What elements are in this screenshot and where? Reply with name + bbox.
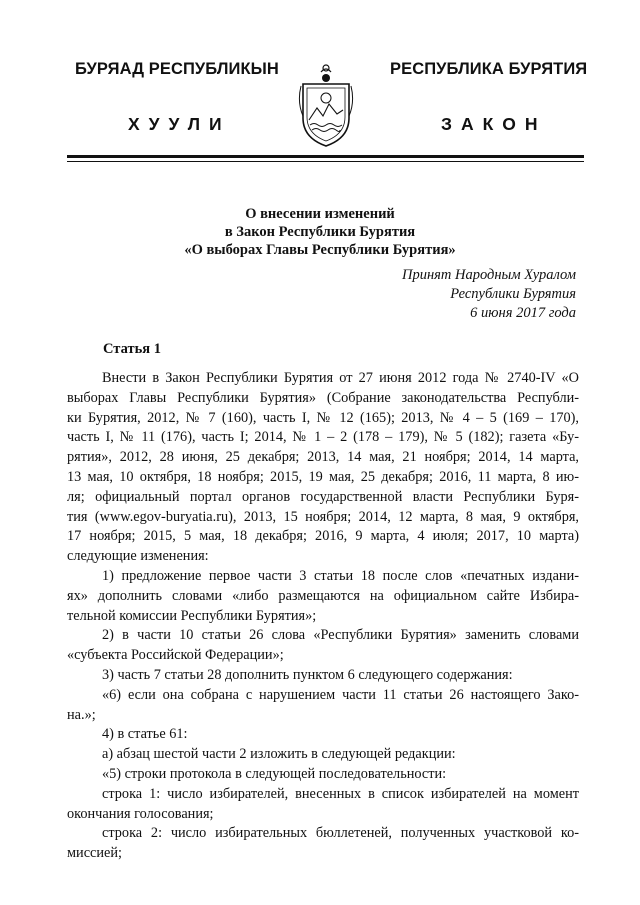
body-line: строка 2: число избирательных бюллетеней, полученных участковой ко- [102,825,579,842]
adoption-note-line: Республики Бурятия [450,286,576,302]
body-line: 1) предложение первое части 3 статьи 18 после слов «печатных издани- [102,567,579,584]
body-line: «5) строки протокола в следующей последовательности: [102,765,447,782]
adoption-note-line: Принят Народным Хуралом [401,267,576,283]
law-title [120,205,520,259]
body-line: ля; официальный портал органов государственной власти Республики Буря- [67,488,579,505]
body-line: 4) в статье 61: [102,726,188,743]
article-heading: Статья 1 [103,341,161,357]
adoption-note-line: 6 июня 2017 года [470,305,576,321]
header-right-subtitle: ЗАКОН [441,114,547,134]
body-line: рятия», 2012, 28 июня, 25 декабря; 2013, 14 мая, 21 ноября; 2014, 14 марта, [67,449,579,466]
article-body [67,369,579,864]
header-rule-thick [67,155,584,158]
body-line: «субъекта Российской Федерации»; [67,647,284,664]
header-rule-thin [67,161,584,162]
body-line: строка 1: число избирателей, внесенных в список избирателей на момент [102,785,579,802]
body-line: на.»; [67,706,96,723]
buryatia-coat-of-arms-icon [297,62,355,150]
body-line: 3) часть 7 статьи 28 дополнить пунктом 6 следующего содержания: [102,666,513,683]
body-line: 2) в части 10 статьи 26 слова «Республики Бурятия» заменить словами [102,627,579,644]
body-line: ки Бурятия, 2012, № 7 (160), часть I, № 12 (165); 2013, № 4 – 5 (169 – 170), [67,409,579,426]
body-line: окончания голосования; [67,805,214,822]
body-line: часть I, № 11 (176), часть I; 2014, № 1 – 2 (178 – 179), № 5 (182); газета «Бу- [67,429,579,446]
law-title-line: в Закон Республики Бурятия [224,224,416,240]
body-line: тельной комиссии Республики Бурятия»; [67,607,317,624]
body-line: тия (www.egov-buryatia.ru), 2013, 15 ноября; 2014, 12 марта, 8 мая, 9 октября, [67,508,579,525]
body-line: ях» дополнить словами «либо размещаются на официальном сайте Избира- [67,587,579,604]
body-line: миссией; [67,845,123,862]
law-title-line: О внесении изменений [245,206,395,222]
header-left-subtitle: ХУУЛИ [128,114,231,134]
adoption-note [402,266,576,323]
body-line: Внести в Закон Республики Бурятия от 27 июня 2012 года № 2740-IV «О [102,370,579,386]
body-line: выборах Главы Республики Бурятия» (Собрание законодательства Республи- [67,389,579,406]
header-left-title: БУРЯАД РЕСПУБЛИКЫН [75,60,279,78]
law-title-line: «О выборах Главы Республики Бурятия» [184,242,456,258]
body-line: «6) если она собрана с нарушением части 11 статьи 26 настоящего Зако- [102,686,579,703]
body-line: а) абзац шестой части 2 изложить в следующей редакции: [102,746,456,763]
body-line: следующие изменения: [67,548,209,565]
body-line: 13 мая, 10 октября, 18 ноября; 2015, 19 мая, 25 декабря; 2016, 11 марта, 8 ию- [67,468,579,485]
header-right-title: РЕСПУБЛИКА БУРЯТИЯ [390,60,588,78]
body-line: 17 ноября; 2015, 5 мая, 18 декабря; 2016, 9 марта, 4 июля; 2017, 10 марта) [67,528,579,545]
